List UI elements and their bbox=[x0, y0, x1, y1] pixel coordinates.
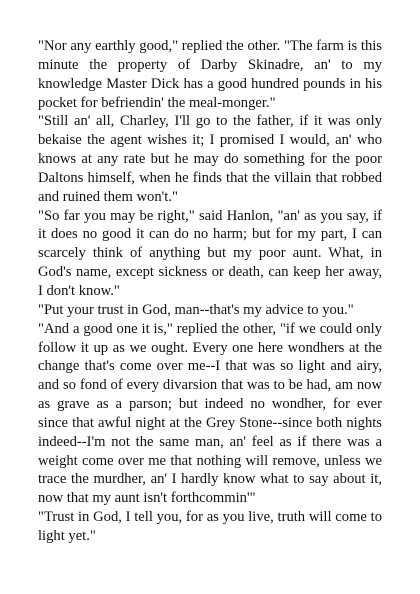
paragraph-change-over-me: "And a good one it is," replied the other, "if we could only follow it up as we ought. Every one here wondhers at the change that's come over me--I that was so light and airy, and so fond of every divarsion that was to be had, am now as grave as a parson; but indeed no wondher, for ever since that awful night at the Grey Stone--since both nights indeed--I'm not the same man, an' feel as if there was a weight come over me that nothing will remove, unless we trace the murdher, an' I hardly know what to say about it, now that my aunt isn't forthcommin'" bbox=[38, 320, 382, 507]
paragraph-farm-property: "Nor any earthly good," replied the other. "The farm is this minute the property of Darby Skinadre, an' to my knowledge Master Dick has a good hundred pounds in his pocket for befriendin' the meal-monger." bbox=[38, 38, 382, 111]
paragraph-hanlon-aunt: "So far you may be right," said Hanlon, "an' as you say, if it does no good it can do no harm; but for my part, I can scarcely think of anything but my poor aunt. What, in God's name, except sickness or death, can keep her away, I don't know." bbox=[38, 207, 382, 299]
paragraph-go-to-father: "Still an' all, Charley, I'll go to the father, if it was only bekaise the agent wishes it; I promised I would, an' who knows at any rate but he may do something for the poor Daltons himself, when he finds that the villain that robbed and ruined them won't." bbox=[38, 113, 382, 205]
book-page bbox=[38, 37, 382, 546]
paragraph-trust-advice: "Put your trust in God, man--that's my advice to you." bbox=[38, 301, 354, 318]
paragraph-truth-to-light: "Trust in God, I tell you, for as you live, truth will come to light yet." bbox=[38, 509, 382, 544]
